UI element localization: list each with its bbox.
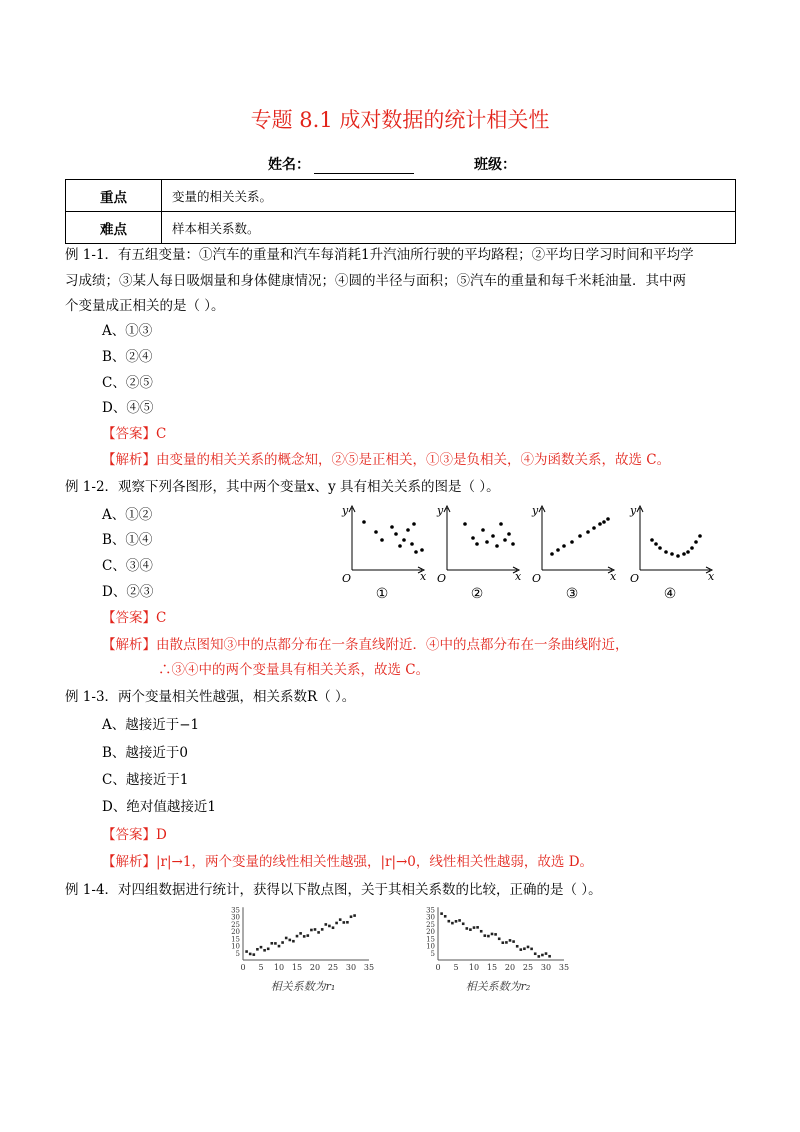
scatter-point bbox=[670, 552, 674, 556]
x-axis-label: x bbox=[515, 570, 522, 583]
table-row bbox=[66, 180, 736, 212]
x-tick-label: 0 bbox=[435, 963, 441, 972]
y-tick-label: 20 bbox=[426, 928, 435, 936]
table-row bbox=[66, 212, 736, 244]
q4-stem: 例 1-4．对四组数据进行统计，获得以下散点图，关于其相关系数的比较，正确的是（ ）。 bbox=[65, 882, 602, 898]
y-axis-label: y bbox=[630, 504, 637, 517]
analysis-text: 由变量的相关关系的概念知，②⑤是正相关，①③是负相关，④为函数关系，故选 C。 bbox=[156, 452, 671, 468]
scatter-point bbox=[507, 532, 511, 536]
scatter-point bbox=[491, 534, 495, 538]
scatter-point bbox=[410, 542, 414, 546]
q1-stem-line2: 习成绩；③某人每日吸烟量和身体健康情况；④圆的半径与面积；⑤汽车的重量和每千米耗油量．其中两 bbox=[65, 273, 686, 289]
x-tick-label: 20 bbox=[309, 963, 321, 972]
scatter-point bbox=[350, 915, 353, 918]
scatter-point bbox=[480, 930, 483, 933]
x-tick-label: 30 bbox=[345, 963, 357, 972]
y-tick-label: 5 bbox=[235, 949, 240, 958]
scatter-point bbox=[343, 921, 346, 924]
scatter-point bbox=[380, 538, 384, 542]
analysis-text: |r|→1，两个变量的线性相关性越强，|r|→0，线性相关性越弱，故选 D。 bbox=[156, 854, 594, 870]
answer-value: D bbox=[156, 827, 167, 843]
scatter-point bbox=[538, 955, 541, 958]
key-points-table bbox=[65, 179, 736, 244]
scatter-point bbox=[491, 933, 494, 936]
scatter-point bbox=[328, 925, 331, 928]
y-tick-label: 30 bbox=[231, 913, 240, 922]
y-tick-label: 30 bbox=[426, 913, 435, 922]
plot-caption: 相关系数为r₂ bbox=[465, 980, 531, 993]
scatter-point bbox=[303, 935, 306, 938]
scatter-point bbox=[412, 522, 416, 526]
x-tick-label: 35 bbox=[558, 963, 570, 972]
q1-analysis bbox=[102, 451, 670, 469]
q3-option-c: C、越接近于1 bbox=[102, 772, 189, 788]
q1-option-d: D、④⑤ bbox=[102, 400, 154, 416]
q2-option-b: B、①④ bbox=[102, 532, 153, 548]
y-axis-label: y bbox=[342, 504, 349, 517]
scatter-point bbox=[484, 934, 487, 937]
x-tick-label: 15 bbox=[291, 963, 303, 972]
scatter-point bbox=[402, 538, 406, 542]
scatter-point bbox=[481, 528, 485, 532]
scatter-point bbox=[556, 548, 560, 552]
q3-answer bbox=[102, 826, 167, 844]
scatter-point bbox=[503, 538, 507, 542]
q2-analysis-line2: ∴③④中的两个变量具有相关关系，故选 C。 bbox=[158, 662, 430, 678]
x-tick-label: 10 bbox=[273, 963, 285, 972]
q2-option-c: C、③④ bbox=[102, 558, 153, 574]
scatter-point bbox=[267, 948, 270, 951]
scatter-point bbox=[512, 940, 515, 943]
q2-stem: 例 1-2．观察下列各图形，其中两个变量x、y 具有相关关系的图是（ ）。 bbox=[65, 479, 500, 495]
scatter-point bbox=[274, 942, 277, 945]
q2-scatter-plots bbox=[340, 500, 720, 605]
q2-option-d: D、②③ bbox=[102, 584, 154, 600]
class-label: 班级： bbox=[474, 157, 516, 173]
y-tick-label: 35 bbox=[426, 906, 435, 915]
scatter-point bbox=[414, 550, 418, 554]
scatter-point bbox=[502, 941, 505, 944]
name-blank[interactable] bbox=[314, 157, 414, 174]
numeric-scatter-1 bbox=[231, 906, 374, 993]
difficulty-label: 难点 bbox=[66, 212, 162, 244]
scatter-point bbox=[606, 517, 610, 521]
y-tick-label: 10 bbox=[231, 942, 240, 951]
x-axis-label: x bbox=[708, 570, 715, 583]
numeric-scatter-2 bbox=[426, 906, 569, 993]
scatter-point bbox=[271, 942, 274, 945]
scatter-point bbox=[463, 522, 467, 526]
scatter-point bbox=[690, 546, 694, 550]
scatter-point bbox=[545, 952, 548, 955]
scatter-point bbox=[263, 949, 266, 952]
scatter-point bbox=[654, 542, 658, 546]
scatter-point bbox=[475, 542, 479, 546]
answer-value: C bbox=[156, 426, 167, 442]
y-tick-label: 15 bbox=[426, 935, 435, 944]
scatter-point bbox=[278, 945, 281, 948]
x-tick-label: 5 bbox=[453, 963, 459, 972]
scatter-point bbox=[676, 554, 680, 558]
q2-option-a: A、①② bbox=[102, 507, 153, 523]
y-tick-label: 20 bbox=[231, 928, 240, 936]
q3-option-a: A、越接近于−1 bbox=[102, 717, 200, 733]
x-tick-label: 25 bbox=[522, 963, 534, 972]
scatter-point bbox=[698, 534, 702, 538]
key-point-text: 变量的相关关系。 bbox=[162, 180, 736, 212]
scatter-point bbox=[335, 922, 338, 925]
q1-answer bbox=[102, 425, 166, 443]
q1-option-b: B、②④ bbox=[102, 349, 153, 365]
y-tick-label: 25 bbox=[231, 920, 240, 929]
scatter-point bbox=[592, 526, 596, 530]
q3-analysis bbox=[102, 853, 593, 871]
scatter-point bbox=[310, 929, 313, 932]
scatter-point bbox=[511, 542, 515, 546]
y-tick-label: 35 bbox=[231, 906, 240, 915]
x-axis-label: x bbox=[420, 570, 427, 583]
scatter-point bbox=[570, 540, 574, 544]
scatter-point bbox=[332, 926, 335, 929]
scatter-point bbox=[682, 552, 686, 556]
scatter-point bbox=[586, 530, 590, 534]
scatter-point bbox=[260, 946, 263, 949]
plot-label: ① bbox=[375, 586, 389, 602]
scatter-point bbox=[394, 532, 398, 536]
scatter-point bbox=[451, 922, 454, 925]
scatter-point bbox=[527, 946, 530, 949]
scatter-point bbox=[534, 952, 537, 955]
scatter-point bbox=[253, 953, 256, 956]
q3-option-d: D、绝对值越接近1 bbox=[102, 799, 216, 815]
scatter-point bbox=[487, 935, 490, 938]
scatter-point bbox=[509, 939, 512, 942]
scatter-point bbox=[462, 922, 465, 925]
y-tick-label: 5 bbox=[430, 949, 435, 958]
analysis-label: 【解析】 bbox=[102, 637, 156, 653]
scatter-point bbox=[292, 940, 295, 943]
y-tick-label: 15 bbox=[231, 935, 240, 944]
scatter-point bbox=[658, 546, 662, 550]
plot-label: ④ bbox=[663, 586, 677, 602]
analysis-label: 【解析】 bbox=[102, 452, 156, 468]
plot-label: ② bbox=[470, 586, 484, 602]
scatter-point bbox=[520, 948, 523, 951]
scatter-point bbox=[448, 920, 451, 923]
scatter-plot-2 bbox=[436, 504, 522, 602]
scatter-point bbox=[307, 934, 310, 937]
scatter-point bbox=[650, 538, 654, 542]
scatter-point bbox=[398, 544, 402, 548]
x-axis-label: x bbox=[610, 570, 617, 583]
scatter-point bbox=[321, 928, 324, 931]
scatter-plot-3 bbox=[531, 504, 617, 602]
scatter-point bbox=[346, 921, 349, 924]
q3-stem: 例 1-3．两个变量相关性越强，相关系数R（ ）。 bbox=[65, 689, 356, 705]
plot-label: ③ bbox=[565, 586, 579, 602]
plot-caption: 相关系数为r₁ bbox=[270, 980, 336, 993]
y-axis-label: y bbox=[437, 504, 444, 517]
scatter-point bbox=[476, 926, 479, 929]
scatter-point bbox=[440, 912, 443, 915]
key-point-label: 重点 bbox=[66, 180, 162, 212]
scatter-point bbox=[406, 528, 410, 532]
scatter-point bbox=[466, 927, 469, 930]
analysis-text-line1: 由散点图知③中的点都分布在一条直线附近．④中的点都分布在一条曲线附近， bbox=[156, 637, 629, 653]
scatter-point bbox=[694, 540, 698, 544]
x-tick-label: 35 bbox=[363, 963, 375, 972]
origin-label: O bbox=[532, 572, 542, 585]
scatter-point bbox=[495, 544, 499, 548]
scatter-point bbox=[374, 530, 378, 534]
y-tick-label: 25 bbox=[426, 920, 435, 929]
scatter-plot-4 bbox=[629, 504, 715, 602]
scatter-point bbox=[390, 525, 394, 529]
q2-analysis bbox=[102, 636, 629, 654]
scatter-point bbox=[339, 918, 342, 921]
scatter-point bbox=[245, 950, 248, 953]
scatter-point bbox=[458, 919, 461, 922]
scatter-point bbox=[494, 933, 497, 936]
scatter-point bbox=[281, 941, 284, 944]
scatter-point bbox=[541, 954, 544, 957]
y-axis-label: y bbox=[532, 504, 539, 517]
y-tick-label: 10 bbox=[426, 942, 435, 951]
scatter-point bbox=[578, 534, 582, 538]
x-tick-label: 0 bbox=[240, 963, 246, 972]
scatter-point bbox=[548, 955, 551, 958]
name-label: 姓名： bbox=[268, 157, 310, 173]
scatter-point bbox=[420, 548, 424, 552]
answer-value: C bbox=[156, 610, 167, 626]
page-title: 专题 8.1 成对数据的统计相关性 bbox=[250, 108, 550, 132]
origin-label: O bbox=[630, 572, 640, 585]
scatter-point bbox=[550, 552, 554, 556]
scatter-point bbox=[686, 550, 690, 554]
q1-stem-line3: 个变量成正相关的是（ ）。 bbox=[65, 298, 225, 314]
x-tick-label: 15 bbox=[486, 963, 498, 972]
origin-label: O bbox=[437, 572, 447, 585]
scatter-point bbox=[471, 536, 475, 540]
answer-label: 【答案】 bbox=[102, 426, 156, 442]
scatter-point bbox=[516, 945, 519, 948]
scatter-point bbox=[362, 520, 366, 524]
q1-option-a: A、①③ bbox=[102, 323, 153, 339]
scatter-point bbox=[530, 948, 533, 951]
scatter-point bbox=[317, 931, 320, 934]
scatter-point bbox=[285, 937, 288, 940]
name-field[interactable] bbox=[268, 154, 414, 174]
scatter-point bbox=[299, 932, 302, 935]
scatter-point bbox=[485, 540, 489, 544]
q1-stem-line1: 例 1-1．有五组变量：①汽车的重量和汽车每消耗1升汽油所行驶的平均路程；②平均日学习时间和平均学 bbox=[65, 247, 694, 263]
scatter-point bbox=[602, 520, 606, 524]
x-tick-label: 25 bbox=[327, 963, 339, 972]
scatter-point bbox=[325, 923, 328, 926]
analysis-label: 【解析】 bbox=[102, 854, 156, 870]
scatter-point bbox=[455, 920, 458, 923]
scatter-point bbox=[499, 522, 503, 526]
x-tick-label: 10 bbox=[468, 963, 480, 972]
scatter-point bbox=[314, 928, 317, 931]
scatter-point bbox=[598, 522, 602, 526]
x-tick-label: 20 bbox=[504, 963, 516, 972]
scatter-point bbox=[498, 937, 501, 940]
scatter-point bbox=[444, 915, 447, 918]
x-tick-label: 30 bbox=[540, 963, 552, 972]
scatter-point bbox=[523, 947, 526, 950]
answer-label: 【答案】 bbox=[102, 827, 156, 843]
scatter-plot-1 bbox=[341, 504, 427, 602]
scatter-point bbox=[473, 926, 476, 929]
scatter-point bbox=[256, 948, 259, 951]
q1-option-c: C、②⑤ bbox=[102, 375, 153, 391]
origin-label: O bbox=[342, 572, 352, 585]
scatter-point bbox=[562, 544, 566, 548]
scatter-point bbox=[249, 953, 252, 956]
scatter-point bbox=[505, 941, 508, 944]
q4-scatter-plots bbox=[225, 905, 585, 1005]
x-tick-label: 5 bbox=[258, 963, 264, 972]
q3-option-b: B、越接近于0 bbox=[102, 745, 189, 761]
answer-label: 【答案】 bbox=[102, 610, 156, 626]
scatter-point bbox=[664, 550, 668, 554]
scatter-point bbox=[469, 928, 472, 931]
scatter-point bbox=[289, 939, 292, 942]
q2-answer bbox=[102, 609, 166, 627]
scatter-point bbox=[296, 935, 299, 938]
difficulty-text: 样本相关系数。 bbox=[162, 212, 736, 244]
scatter-point bbox=[353, 914, 356, 917]
